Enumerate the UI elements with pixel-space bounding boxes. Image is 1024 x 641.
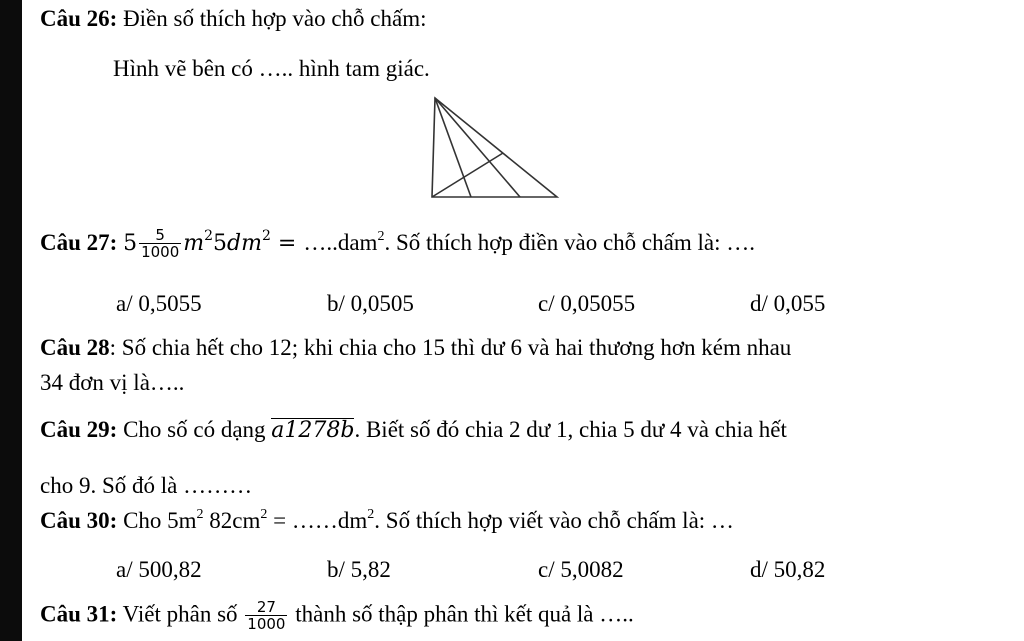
q30-mid: 82cm xyxy=(203,508,261,533)
q27-option-c[interactable]: c/ 0,05055 xyxy=(538,291,636,316)
q29-pre: Cho số có dạng xyxy=(117,417,272,442)
q27-exp3: 2 xyxy=(377,229,385,244)
q28-line2: 34 đơn vị là….. xyxy=(40,370,185,395)
q27-eq: = xyxy=(270,231,304,256)
q30-option-b[interactable]: b/ 5,82 xyxy=(327,557,391,582)
q27-tail: . Số thích hợp điền vào chỗ chấm là: …. xyxy=(384,230,755,255)
q31-fraction xyxy=(245,600,287,632)
q29-line1 xyxy=(40,416,787,444)
q27-exp1: 2 xyxy=(204,228,214,244)
q27-whole: 5 xyxy=(123,231,138,256)
q29-number: a1278b xyxy=(271,418,355,443)
q30-line xyxy=(40,507,734,535)
q28-line1 xyxy=(40,334,791,362)
q27-line xyxy=(40,228,755,260)
q30-label: Câu 30: xyxy=(40,508,118,533)
q27-fraction xyxy=(139,228,181,260)
q30-blank: = ……dm xyxy=(267,508,368,533)
q31-pre: Viết phân số xyxy=(117,601,244,627)
q30-exp1: 2 xyxy=(196,507,204,522)
q27-frac-num: 5 xyxy=(139,228,181,244)
q30-tail: . Số thích hợp viết vào chỗ chấm là: … xyxy=(374,508,734,533)
q30-exp2: 2 xyxy=(260,507,268,522)
q31-line xyxy=(40,600,634,632)
q27-exp2: 2 xyxy=(262,228,271,244)
q30-option-a[interactable]: a/ 500,82 xyxy=(116,557,202,582)
q30-option-c[interactable]: c/ 5,0082 xyxy=(538,557,624,582)
q27-option-b[interactable]: b/ 0,0505 xyxy=(327,291,414,316)
q27-frac-den: 1000 xyxy=(141,243,180,261)
q27-label: Câu 27: xyxy=(40,230,118,255)
q31-post: thành số thập phân thì kết quả là ….. xyxy=(289,601,634,627)
q27-expression xyxy=(123,226,304,261)
q27-mid: 5 xyxy=(213,231,228,256)
q26-label: Câu 26: xyxy=(40,6,118,31)
q27-unit1: m xyxy=(183,231,205,256)
q31-frac-den: 1000 xyxy=(247,615,286,633)
q27-blank: …..dam xyxy=(303,230,378,255)
q29-label: Câu 29: xyxy=(40,417,118,442)
q29-post: . Biết số đó chia 2 dư 1, chia 5 dư 4 và chia hết xyxy=(354,417,787,442)
q30-option-d[interactable]: d/ 50,82 xyxy=(750,557,826,582)
q30-exp3: 2 xyxy=(367,507,375,522)
q27-option-a[interactable]: a/ 0,5055 xyxy=(116,291,202,316)
q28-text: : Số chia hết cho 12; khi chia cho 15 thì dư 6 và hai thương hơn kém nhau xyxy=(109,335,792,360)
q27-unit2: dm xyxy=(227,231,262,256)
q26-text: Điền số thích hợp vào chỗ chấm: xyxy=(117,6,427,31)
q30-pre: Cho 5m xyxy=(117,508,197,533)
q28-label: Câu 28 xyxy=(40,335,110,360)
q29-line2: cho 9. Số đó là ……… xyxy=(40,473,253,498)
q31-frac-num: 27 xyxy=(245,600,287,616)
q27-option-d[interactable]: d/ 0,055 xyxy=(750,291,826,316)
q31-label: Câu 31: xyxy=(40,601,118,627)
q26-line2: Hình vẽ bên có ….. hình tam giác. xyxy=(113,56,430,81)
